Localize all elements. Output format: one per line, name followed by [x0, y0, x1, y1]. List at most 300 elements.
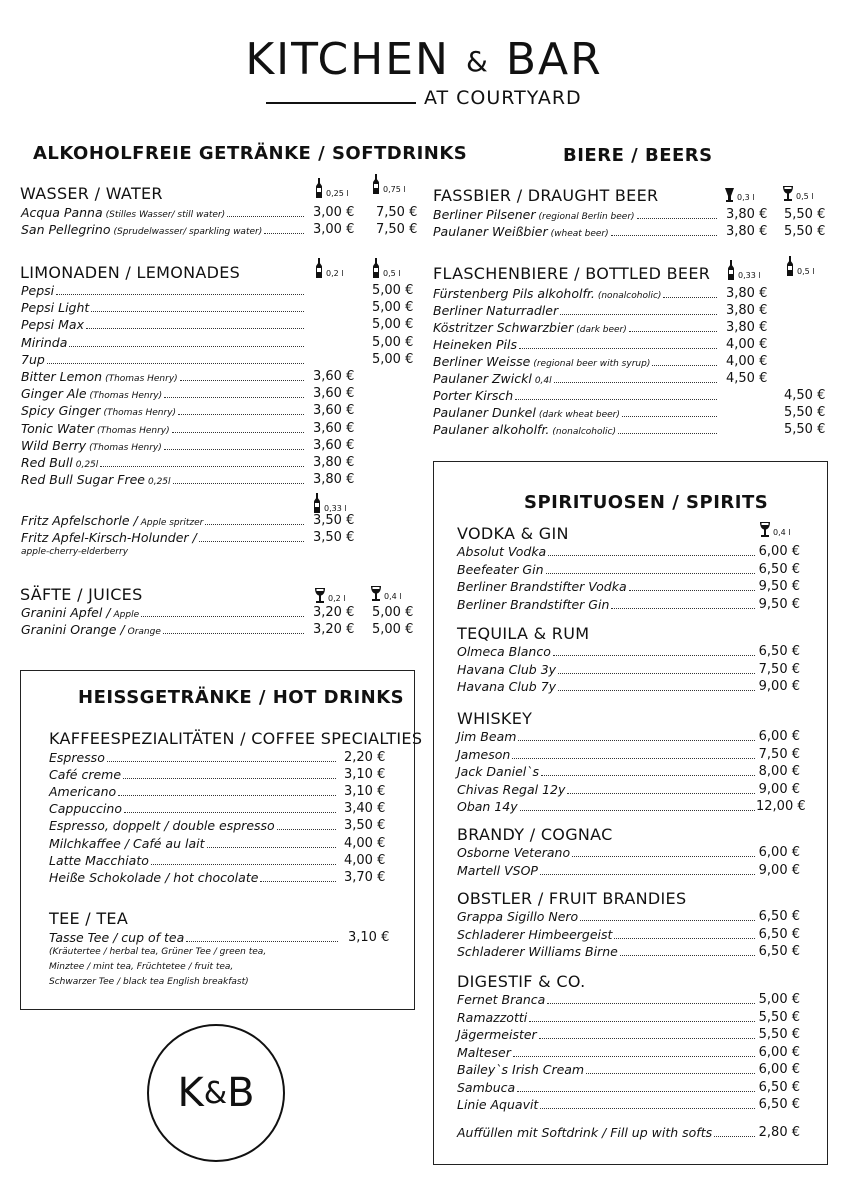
spirit-item-name: Sambuca [457, 1079, 516, 1095]
spirit-item-leader [558, 663, 755, 674]
lemonade-item-name: Pepsi Light [21, 300, 90, 316]
juice-item-desc: Apple [113, 610, 140, 620]
spirit-item [457, 543, 757, 560]
spirit-item-name: Olmeca Blanco [457, 644, 551, 659]
lemonade-item [21, 385, 306, 402]
spirit-item-leader [518, 730, 755, 741]
water-item-leader [227, 206, 304, 217]
spirit-item-name: Jim Beam [457, 729, 517, 744]
spirit-item-name: Martell VSOP [457, 862, 538, 878]
spirit-item-leader [540, 1098, 755, 1109]
spirit-item [457, 763, 757, 780]
draught-size-2-label: 0,5 l [796, 192, 814, 201]
bottled-item [433, 285, 719, 302]
draught-item-price-1: 3,80 € [726, 224, 768, 239]
bottled-item-price-2: 4,50 € [784, 388, 826, 403]
lemonade-item [21, 368, 306, 385]
spirit-item-name: Beefeater Gin [457, 561, 544, 577]
bottled-size-2-label: 0,5 l [797, 267, 815, 276]
draught-item-name: Berliner Pilsener [433, 207, 536, 222]
draught-item-price-1: 3,80 € [726, 207, 768, 222]
bottled-item-leader [663, 287, 717, 298]
bottled-item-name: Berliner Weisse [433, 354, 531, 369]
juices-size-2 [371, 586, 402, 601]
draught-size-1-label: 0,3 l [737, 193, 755, 202]
bottled-size-1 [727, 260, 761, 280]
badge-amp: & [203, 1075, 228, 1111]
title-bar: BAR [505, 34, 603, 85]
spirit-item [457, 844, 757, 861]
spirit-item [457, 798, 757, 815]
fritz-item-desc: Apple spritzer [140, 518, 204, 528]
spirit-item-price: 8,00 € [758, 764, 800, 779]
lemonade-item-price-1: 3,80 € [313, 455, 355, 470]
coffee-item [49, 783, 338, 800]
spirit-item [457, 578, 757, 595]
fill-up-row [457, 1124, 757, 1141]
bottled-item [433, 404, 719, 421]
juices-size-1-label: 0,2 l [328, 594, 346, 603]
lemonade-item-name: Wild Berry [21, 437, 87, 453]
water-item-price-1: 3,00 € [313, 205, 355, 220]
spirits-group-title: BRANDY / COGNAC [457, 825, 613, 844]
spirit-item [457, 596, 757, 613]
spirit-item-price: 6,50 € [758, 926, 800, 942]
spirit-item-name: Absolut Vodka [457, 544, 547, 559]
bottled-item-desc: (nonalcoholic) [552, 427, 616, 437]
beers-title: BIERE / BEERS [563, 145, 713, 166]
bottled-item-name: Berliner Naturradler [433, 303, 559, 318]
spirits-group-title: TEQUILA & RUM [457, 624, 590, 643]
coffee-item-name: Cappuccino [49, 801, 122, 817]
bottled-item-price-1: 3,80 € [726, 303, 768, 318]
bottled-item [433, 336, 719, 353]
spirit-item-leader [567, 783, 755, 794]
bottled-item-leader [515, 389, 717, 400]
spirit-item-name: Grappa Sigillo Nero [457, 909, 579, 924]
juices-size-2-label: 0,4 l [384, 592, 402, 601]
lemonade-item-price-1: 3,60 € [313, 386, 355, 402]
coffee-item-price-1: 2,20 € [344, 750, 386, 765]
lemonade-item-price-2: 5,00 € [372, 317, 414, 333]
coffee-item [49, 749, 338, 766]
lemonade-item-leader [91, 301, 304, 312]
spirit-item-leader [513, 1046, 755, 1057]
juice-item-name: Granini Apfel / [21, 605, 111, 620]
water-item-name: Acqua Panna [21, 205, 103, 220]
spirits-size-icon [760, 522, 770, 537]
lemonades-size-2 [372, 258, 401, 278]
coffee-item-leader [107, 751, 336, 762]
fill-up-price: 2,80 € [758, 1125, 800, 1140]
lemonade-item-name: Mirinda [21, 334, 68, 350]
coffee-item-price-1: 3,10 € [344, 784, 386, 800]
bottled-item-name: Porter Kirsch [433, 388, 514, 403]
draught-size-1 [725, 188, 755, 202]
bottled-item-name: Fürstenberg Pils alkoholfr. [433, 286, 595, 301]
spirit-item-name: Chivas Regal 12y [457, 781, 566, 797]
water-item-price-2: 7,50 € [376, 222, 418, 237]
fritz-item-price-1: 3,50 € [313, 530, 355, 545]
juice-item-leader [141, 606, 304, 617]
coffee-item-price-1: 3,70 € [344, 869, 386, 885]
water-item-desc: (Stilles Wasser/ still water) [105, 210, 226, 220]
lemonade-item-price-1: 3,60 € [313, 437, 355, 453]
water-size-2-icon [372, 174, 380, 194]
bottled-item [433, 302, 719, 319]
spirit-item-price: 9,50 € [758, 596, 800, 612]
spirit-item [457, 862, 757, 879]
lemonade-item-leader [164, 439, 304, 450]
fritz-size [313, 493, 347, 513]
spirit-item [457, 943, 757, 960]
lemonade-item [21, 420, 306, 437]
spirits-group-title: DIGESTIF & CO. [457, 972, 586, 991]
spirit-item-name: Schladerer Williams Birne [457, 944, 618, 959]
lemonade-item [21, 334, 306, 351]
juice-item-price-1: 3,20 € [313, 622, 355, 637]
lemonades-size-2-label: 0,5 l [383, 269, 401, 278]
draught-size-2 [783, 186, 814, 201]
bottled-item-desc: (nonalcoholic) [597, 291, 662, 301]
lemonade-item-name: Pepsi [21, 283, 55, 298]
softdrinks-title: ALKOHOLFREIE GETRÄNKE / SOFTDRINKS [33, 143, 468, 164]
lemonade-item-price-1: 3,80 € [313, 472, 355, 488]
spirit-item-leader [512, 748, 755, 759]
fritz-item-name: Fritz Apfel-Kirsch-Holunder / [21, 530, 197, 545]
draught-item-leader [611, 225, 717, 236]
lemonade-item [21, 454, 306, 471]
badge-b: B [227, 1070, 255, 1116]
page-title [0, 36, 848, 86]
juices-size-1-icon [315, 588, 325, 603]
spirit-item [457, 1026, 757, 1043]
lemonade-item-leader [56, 284, 304, 295]
bottled-item-leader [560, 304, 717, 315]
coffee-item-leader [277, 819, 336, 830]
page-subtitle: AT COURTYARD [424, 87, 582, 109]
bottled-item [433, 370, 719, 387]
spirit-item-name: Schladerer Himbeergeist [457, 926, 613, 942]
spirits-group-title: WHISKEY [457, 709, 533, 728]
water-size-1 [315, 178, 349, 198]
bottled-size-1-icon [727, 260, 735, 280]
juice-item-price-2: 5,00 € [372, 622, 414, 637]
spirit-item-price: 6,00 € [758, 1044, 800, 1060]
fritz-note: apple-cherry-elderberry [21, 547, 129, 557]
coffee-item [49, 835, 338, 852]
lemonade-item [21, 437, 306, 454]
spirit-item-price: 9,50 € [758, 579, 800, 594]
spirit-item-leader [611, 598, 755, 609]
lemonades-title: LIMONADEN / LEMONADES [20, 263, 241, 282]
lemonades-size-1-label: 0,2 l [326, 269, 344, 278]
spirit-item [457, 1061, 757, 1078]
juices-size-1 [315, 588, 346, 603]
coffee-item-name: Espresso, doppelt / double espresso [49, 818, 275, 834]
coffee-item [49, 766, 338, 783]
title-kitchen: KITCHEN [245, 34, 450, 85]
juice-item-name: Granini Orange / [21, 622, 125, 637]
lemonade-item-price-2: 5,00 € [372, 351, 414, 367]
spirit-item [457, 661, 757, 678]
spirit-item-price: 9,00 € [758, 862, 800, 878]
water-item-leader [264, 223, 304, 234]
bottled-item-desc: 0,4l [534, 376, 552, 386]
lemonade-item-name: 7up [21, 351, 45, 367]
spirit-item-price: 7,50 € [758, 661, 800, 677]
spirit-item-name: Bailey`s Irish Cream [457, 1062, 585, 1077]
lemonade-item-desc: (Thomas Henry) [89, 442, 162, 453]
spirit-item [457, 991, 757, 1008]
spirit-item-price: 6,00 € [758, 845, 800, 860]
spirit-item-leader [580, 910, 755, 921]
coffee-item-price-1: 4,00 € [344, 852, 386, 868]
draught-item [433, 223, 719, 240]
water-size-1-icon [315, 178, 323, 198]
bottled-item [433, 353, 719, 370]
bottled-item-name: Paulaner Zwickl [433, 371, 532, 386]
spirit-item-price: 6,50 € [758, 944, 800, 959]
spirit-item-leader [572, 846, 755, 857]
bottled-title: FLASCHENBIERE / BOTTLED BEER [433, 264, 711, 283]
lemonade-item [21, 316, 306, 333]
bottled-size-2-icon [786, 256, 794, 276]
spirit-item [457, 1009, 757, 1026]
spirit-item-leader [540, 864, 755, 875]
lemonade-item-price-1: 3,60 € [313, 369, 355, 384]
spirit-item-name: Jägermeister [457, 1027, 537, 1042]
bottled-item [433, 387, 719, 404]
spirit-item-price: 5,50 € [758, 1009, 800, 1025]
coffee-item-leader [260, 871, 336, 882]
spirit-item [457, 1079, 757, 1096]
lemonade-item-name: Spicy Ginger [21, 403, 101, 419]
juice-item [21, 621, 306, 638]
draught-item-price-2: 5,50 € [784, 224, 826, 239]
spirit-item-leader [614, 928, 755, 939]
fritz-item-leader [205, 514, 304, 525]
fritz-size-label: 0,33 l [324, 504, 347, 513]
bottled-item-price-1: 4,00 € [726, 354, 768, 369]
tea-item-price-1: 3,10 € [348, 930, 390, 945]
draught-item-desc: (wheat beer) [550, 229, 609, 239]
bottled-size-1-label: 0,33 l [738, 271, 761, 280]
lemonades-size-2-icon [372, 258, 380, 278]
lemonade-item-desc: (Thomas Henry) [89, 391, 163, 402]
tea-note: (Kräutertee / herbal tea, Grüner Tee / green tea, [49, 947, 267, 957]
fritz-item [21, 529, 306, 546]
spirit-item-leader [541, 765, 755, 776]
spirit-item-price: 5,00 € [758, 992, 800, 1007]
spirit-item-leader [629, 580, 755, 591]
coffee-item-name: Americano [49, 784, 117, 800]
spirit-item-price: 6,50 € [758, 909, 800, 924]
spirit-item-name: Havana Club 3y [457, 661, 557, 677]
water-size-2 [372, 174, 406, 194]
bottled-item-leader [622, 406, 717, 417]
fritz-size-icon [313, 493, 321, 513]
fritz-item-name: Fritz Apfelschorle / [21, 513, 138, 528]
coffee-item-price-1: 3,50 € [344, 818, 386, 834]
draught-size-2-icon [783, 186, 793, 201]
bottled-item-price-1: 3,80 € [726, 320, 768, 335]
tea-item-leader [186, 931, 338, 942]
spirit-item [457, 926, 757, 943]
spirit-item-leader [517, 1081, 755, 1092]
spirits-size [760, 522, 791, 537]
bottled-item-price-1: 4,00 € [726, 337, 768, 352]
lemonade-item-price-2: 5,00 € [372, 283, 414, 298]
spirit-item-name: Linie Aquavit [457, 1097, 539, 1112]
lemonade-item-leader [86, 318, 304, 329]
spirit-item-name: Berliner Brandstifter Gin [457, 596, 610, 612]
bottled-item-desc: (regional beer with syrup) [533, 359, 651, 369]
lemonade-item-price-1: 3,60 € [313, 403, 355, 419]
lemonade-item [21, 402, 306, 419]
spirit-item-price: 5,50 € [758, 1027, 800, 1042]
water-item [21, 204, 306, 221]
coffee-item-name: Espresso [49, 750, 105, 765]
spirit-item-leader [539, 1028, 755, 1039]
juices-title: SÄFTE / JUICES [20, 585, 143, 604]
fritz-item-price-1: 3,50 € [313, 513, 355, 528]
draught-item-price-2: 5,50 € [784, 207, 826, 222]
coffee-item-price-1: 3,40 € [344, 801, 386, 817]
bottled-item-price-2: 5,50 € [784, 405, 826, 420]
bottled-item [433, 319, 719, 336]
bottled-item-leader [554, 372, 717, 383]
spirit-item-price: 6,00 € [758, 729, 800, 744]
spirit-item-leader [558, 680, 755, 691]
fill-up-name: Auffüllen mit Softdrink / Fill up with softs [457, 1125, 713, 1140]
bottled-item-name: Paulaner alkoholfr. [433, 422, 550, 437]
spirit-item-leader [620, 945, 755, 956]
spirit-item [457, 728, 757, 745]
juice-item-desc: Orange [127, 627, 161, 637]
spirits-group-title: OBSTLER / FRUIT BRANDIES [457, 889, 687, 908]
coffee-item [49, 800, 338, 817]
spirit-item-name: Havana Club 7y [457, 679, 557, 694]
spirit-item-price: 6,50 € [758, 561, 800, 577]
spirit-item-name: Berliner Brandstifter Vodka [457, 579, 627, 594]
juice-item-leader [163, 623, 304, 634]
spirit-item-name: Jack Daniel`s [457, 764, 540, 779]
coffee-item-price-1: 3,10 € [344, 767, 386, 783]
draught-title: FASSBIER / DRAUGHT BEER [433, 186, 659, 205]
coffee-item-name: Latte Macchiato [49, 852, 149, 868]
water-item [21, 221, 306, 238]
spirit-item-leader [546, 563, 756, 574]
tea-item [49, 929, 340, 946]
coffee-item [49, 869, 338, 886]
fritz-item [21, 512, 306, 529]
lemonade-item-desc: (Thomas Henry) [105, 374, 178, 384]
coffee-item-leader [151, 854, 336, 865]
kb-logo-badge [147, 1024, 285, 1162]
juice-item-price-2: 5,00 € [372, 605, 414, 620]
lemonade-item-leader [47, 353, 304, 364]
lemonade-item-name: Red Bull [21, 455, 73, 470]
tea-note: Minztee / mint tea, Früchtetee / fruit tea, [49, 962, 234, 972]
bottled-item-desc: (dark wheat beer) [538, 410, 620, 420]
bottled-item-leader [629, 321, 717, 332]
coffee-item [49, 852, 338, 869]
spirit-item-leader [520, 800, 755, 811]
draught-item-leader [637, 208, 717, 219]
coffee-item [49, 817, 338, 834]
lemonade-item-desc: 0,25l [75, 460, 99, 470]
fritz-item-leader [199, 531, 304, 542]
spirit-item-price: 9,00 € [758, 679, 800, 694]
bottled-item-leader [618, 423, 717, 434]
spirit-item-price: 6,50 € [758, 1079, 800, 1095]
spirit-item-price: 6,50 € [758, 1097, 800, 1112]
bottled-item [433, 421, 719, 438]
spirit-item-price: 6,00 € [758, 544, 800, 559]
spirit-item-price: 7,50 € [758, 746, 800, 762]
water-size-2-label: 0,75 l [383, 185, 406, 194]
draught-item [433, 206, 719, 223]
lemonade-item-leader [164, 387, 304, 398]
lemonade-item-desc: (Thomas Henry) [97, 425, 170, 436]
fill-up-leader [714, 1126, 755, 1137]
spirit-item [457, 1096, 757, 1113]
lemonade-item-price-2: 5,00 € [372, 334, 414, 350]
lemonade-item-name: Pepsi Max [21, 317, 84, 333]
juice-item [21, 604, 306, 621]
water-item-price-2: 7,50 € [376, 205, 418, 220]
lemonade-item-desc: 0,25l [147, 477, 171, 488]
lemonade-item-leader [172, 422, 304, 433]
spirits-title: SPIRITUOSEN / SPIRITS [524, 492, 769, 513]
lemonade-item [21, 299, 306, 316]
spirit-item [457, 746, 757, 763]
spirits-group-title: VODKA & GIN [457, 524, 569, 543]
tea-item-name: Tasse Tee / cup of tea [49, 930, 185, 945]
spirit-item-name: Malteser [457, 1044, 511, 1060]
lemonade-item-price-1: 3,60 € [313, 420, 355, 436]
spirit-item-name: Osborne Veterano [457, 845, 571, 860]
spirit-item-leader [553, 645, 755, 656]
juices-size-2-icon [371, 586, 381, 601]
coffee-item-price-1: 4,00 € [344, 835, 386, 851]
lemonade-item-leader [180, 370, 304, 381]
spirits-size-label: 0,4 l [773, 528, 791, 537]
bottled-item-price-1: 3,80 € [726, 286, 768, 301]
spirit-item-leader [548, 545, 755, 556]
spirit-item-price: 6,50 € [758, 644, 800, 659]
coffee-title: KAFFEESPEZIALITÄTEN / COFFEE SPECIALTIES [49, 729, 423, 748]
water-item-name: San Pellegrino [21, 222, 111, 237]
bottled-item-leader [519, 338, 717, 349]
water-item-price-1: 3,00 € [313, 222, 355, 237]
draught-item-name: Paulaner Weißbier [433, 224, 548, 239]
bottled-item-leader [652, 355, 717, 366]
spirit-item-price: 12,00 € [756, 799, 806, 814]
lemonade-item-leader [69, 336, 304, 347]
badge-k: K [177, 1070, 204, 1116]
spirit-item [457, 561, 757, 578]
draught-size-1-icon [725, 188, 734, 202]
lemonade-item-price-2: 5,00 € [372, 300, 414, 316]
water-size-1-label: 0,25 l [326, 189, 349, 198]
spirit-item [457, 781, 757, 798]
spirit-item [457, 678, 757, 695]
coffee-item-leader [124, 802, 336, 813]
spirit-item-name: Ramazzotti [457, 1009, 528, 1025]
spirit-item-leader [586, 1063, 755, 1074]
